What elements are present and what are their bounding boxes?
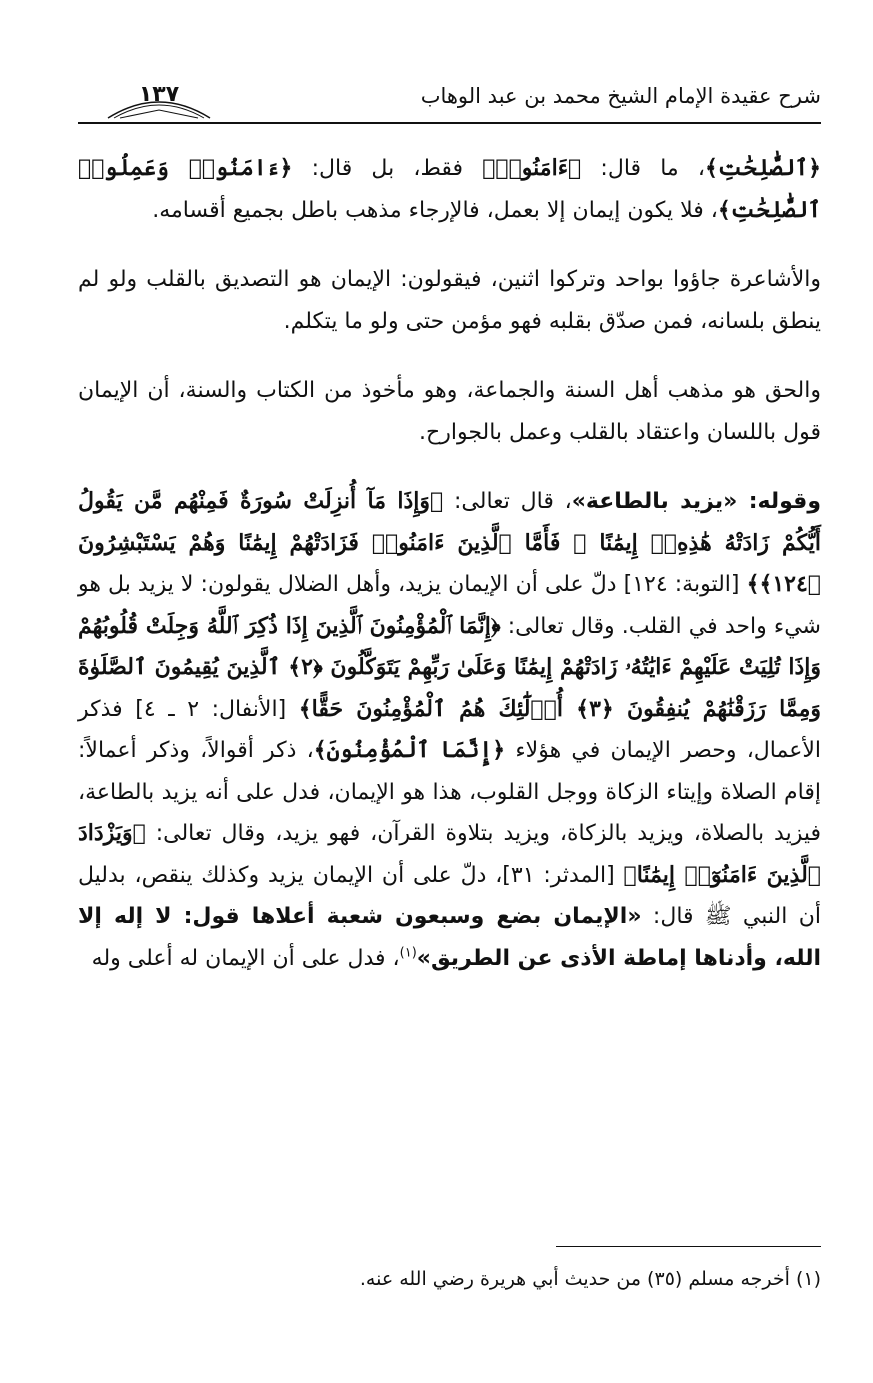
text-run: ، فدل على أن الإيمان له أعلى وله bbox=[91, 945, 400, 971]
paragraph-4 bbox=[78, 481, 821, 979]
text-run: ، ما قال: bbox=[581, 156, 705, 181]
text-run: [الأنفال: ٢ ـ ٤] فذكر الأعمال، وحصر الإيمان في هؤلاء bbox=[78, 696, 821, 763]
paragraph-gap bbox=[78, 453, 821, 481]
quran-quote: ﴿ءَامَنُوا۟﴾ bbox=[482, 155, 582, 181]
footnote: (١) أخرجه مسلم (٣٥) من حديث أبي هريرة رضي الله عنه. bbox=[359, 1268, 821, 1290]
paragraph-1 bbox=[78, 148, 821, 231]
text-run: [المدثر: ٣١]، دلّ على أن الإيمان يزيد وكذلك ينقص، بدليل أن النبي ﷺ قال: bbox=[78, 862, 821, 929]
page-number: ١٣٧ bbox=[138, 82, 180, 107]
quoted-phrase: وقوله: «يزيد بالطاعة» bbox=[571, 489, 821, 514]
quran-quote: ﴿إِنَّمَا ٱلْمُؤْمِنُونَ ٱلَّذِينَ إِذَا ذُكِرَ ٱللَّهُ وَجِلَتْ قُلُوبُهُمْ وَإِذَا تُلِيَتْ عَلَيْهِمْ ءَايَٰتُهُۥ زَادَتْهُمْ إِيمَٰنًا وَعَلَىٰ رَبِّهِمْ يَتَوَكَّلُونَ ﴿٢﴾ ٱلَّذِينَ يُقِيمُونَ ٱلصَّلَوٰةَ وَمِمَّا رَزَقْنَٰهُمْ يُنفِقُونَ ﴿٣﴾ أُو۟لَٰٓئِكَ هُمُ ٱلْمُؤْمِنُونَ حَقًّا﴾ bbox=[78, 612, 822, 722]
text-run: ، قال تعالى: bbox=[443, 489, 572, 514]
quran-quote: ﴿ٱلصَّٰلِحَٰتِ﴾ bbox=[704, 155, 821, 181]
book-title: شرح عقيدة الإمام الشيخ محمد بن عبد الوهاب bbox=[420, 84, 821, 108]
text-run: ، ذكر أقوالاً، وذكر أعمالاً: إقام الصلاة وإيتاء الزكاة ووجل القلوب، هذا هو الإيمان، فدل على أنه يزيد بالطاعة، فيزيد بالصلاة، ويزيد بالزكاة، ويزيد بتلاوة القرآن، فهو يزيد، وقال تعالى: bbox=[78, 738, 821, 846]
paragraph-gap bbox=[78, 231, 821, 259]
page-number-ornament bbox=[104, 80, 214, 120]
text-run: فقط، بل قال: bbox=[292, 156, 483, 181]
text-run: [التوبة: ١٢٤] دلّ على أن الإيمان يزيد، وأهل الضلال يقولون: لا يزيد بل هو شيء واحد في القلب. وقال تعالى: bbox=[78, 572, 821, 639]
quran-quote: ﴿وَيَزْدَادَ ٱلَّذِينَ ءَامَنُوٓا۟ إِيمَٰنًا﴾ bbox=[78, 820, 822, 888]
paragraph-3: والحق هو مذهب أهل السنة والجماعة، وهو مأخوذ من الكتاب والسنة، أن الإيمان قول باللسان واعتقاد بالقلب وعمل بالجوارح. bbox=[78, 378, 821, 445]
quran-quote: ﴿إِنَّمَا ٱلْمُؤْمِنُونَ﴾ bbox=[313, 737, 506, 763]
hadith-quote: «الإيمان بضع وسبعون شعبة أعلاها قول: لا إله إلا الله، وأدناها إماطة الأذى عن الطريق» bbox=[78, 904, 821, 971]
header-divider bbox=[78, 122, 821, 124]
main-text bbox=[78, 148, 821, 979]
paragraph-gap bbox=[78, 342, 821, 370]
footnote-reference[interactable]: (١) bbox=[399, 945, 417, 961]
paragraph-2: والأشاعرة جاؤوا بواحد وتركوا اثنين، فيقولون: الإيمان هو التصديق بالقلب ولو لم ينطق بلسانه، فمن صدّق بقلبه فهو مؤمن حتى ولو ما يتكلم. bbox=[78, 267, 821, 334]
running-header bbox=[78, 80, 821, 124]
quran-quote: ﴿وَإِذَا مَآ أُنزِلَتْ سُورَةٌ فَمِنْهُم مَّن يَقُولُ أَيُّكُمْ زَادَتْهُ هَٰذِهِۦٓ إِيمَٰنًا ۚ فَأَمَّا ٱلَّذِينَ ءَامَنُوا۟ فَزَادَتْهُمْ إِيمَٰنًا وَهُمْ يَسْتَبْشِرُونَ ﴿١٢٤﴾﴾ bbox=[78, 488, 821, 597]
footnote-divider bbox=[556, 1246, 821, 1247]
text-run: ، فلا يكون إيمان إلا بعمل، فالإرجاء مذهب باطل بجميع أقسامه. bbox=[152, 197, 718, 223]
quran-quote: ﴿ءَامَنُوا۟ وَعَمِلُوا۟ ٱلصَّٰلِحَٰتِ﴾ bbox=[78, 155, 821, 223]
